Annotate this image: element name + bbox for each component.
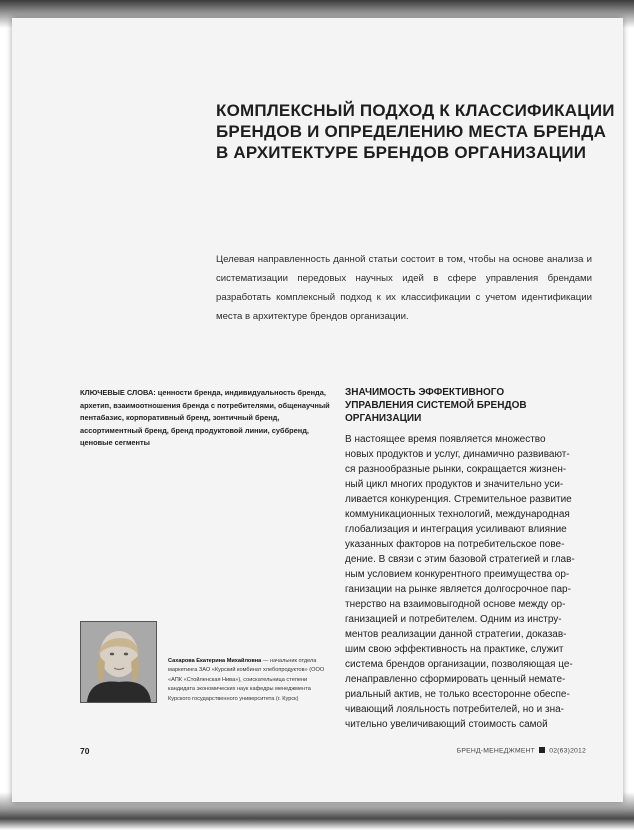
body-line: указанных факторов на потребительское пове- — [345, 539, 565, 550]
body-line: риальный актив, не только всесторонне обеспе- — [345, 689, 570, 700]
body-line: новых продуктов и услуг, динамично развивают- — [345, 449, 570, 460]
article-title — [216, 100, 615, 163]
title-line: В АРХИТЕКТУРЕ БРЕНДОВ ОРГАНИЗАЦИИ — [216, 143, 587, 162]
author-description: — начальник отдела маркетинга ЗАО «Курский комбинат хлебопродуктов» (ООО «АПК «Стойленская Нива»), соискательница степени кандидата экономических наук кафедры менеджмента Курского государственного университета (г. Курск) — [168, 657, 325, 702]
heading-line: ОРГАНИЗАЦИИ — [345, 413, 422, 425]
heading-line: УПРАВЛЕНИЯ СИСТЕМОЙ БРЕНДОВ — [345, 400, 527, 412]
body-line: чивающий лояльность потребителей, но и зна- — [345, 704, 564, 715]
article-lead: Целевая направленность данной статьи состоит в том, чтобы на основе анализа и систематизации передовых научных идей в сфере управления брендами разработать комплексный подход к их классификации с учетом идентификации места в архитектуре брендов организации. — [216, 253, 592, 322]
body-line: ганизацией и потребителем. Одним из инстру- — [345, 614, 562, 625]
keywords: КЛЮЧЕВЫЕ СЛОВА: ценности бренда, индивидуальность бренда, архетип, взаимоотношения бренда с потребителями, общенаучный пентабазис, корпоративный бренд, зонтичный бренд, ассортиментный бренд, бренд продуктовой линии, суббренд, ценовые сегменты — [80, 388, 330, 448]
body-line: система брендов организации, позволяющая це- — [345, 659, 573, 670]
journal-footer — [457, 747, 586, 755]
title-line: БРЕНДОВ И ОПРЕДЕЛЕНИЮ МЕСТА БРЕНДА — [216, 122, 607, 141]
body-line: глобализация и интеграция усиливают влияние — [345, 524, 567, 535]
body-line: коммуникационных технологий, международная — [345, 509, 570, 520]
body-line: тнерство на взаимовыгодной основе между ор- — [345, 599, 566, 610]
title-line: КОМПЛЕКСНЫЙ ПОДХОД К КЛАССИФИКАЦИИ — [216, 101, 615, 120]
body-line: В настоящее время появляется множество — [345, 434, 546, 445]
body-line: ным условием конкурентного преимущества ор- — [345, 569, 570, 580]
body-line: ный цикл многих продуктов и значительно уси- — [345, 479, 564, 490]
author-info — [168, 657, 333, 705]
body-line: дение. В связи с этим базовой стратегией и глав- — [345, 554, 575, 565]
section-heading — [345, 386, 575, 425]
page-number: 70 — [80, 746, 90, 756]
square-icon — [539, 747, 545, 753]
journal-name: БРЕНД-МЕНЕДЖМЕНТ — [456, 747, 536, 755]
body-line: чительно увеличивающий стоимость самой — [345, 719, 548, 730]
author-portrait — [81, 622, 156, 702]
body-line: ганизации на рынке является долгосрочное пар- — [345, 584, 571, 595]
body-line: шим свою эффективность на практике, служит — [345, 644, 564, 655]
body-text — [345, 432, 600, 732]
document-page — [12, 18, 623, 802]
issue-number: 02(63)2012 — [549, 747, 586, 755]
heading-line: ЗНАЧИМОСТЬ ЭФФЕКТИВНОГО — [345, 387, 505, 399]
body-line: ся разнообразные рынки, сокращается жизнен- — [345, 464, 567, 475]
author-photo — [80, 621, 157, 703]
body-line: ливается конкуренция. Стремительное развитие — [345, 494, 572, 505]
body-line: ленаправленно сформировать ценный немате- — [345, 674, 566, 685]
body-line: ментов реализации данной стратегии, доказав- — [345, 629, 567, 640]
author-name: Сахарова Екатерина Михайловна — [168, 657, 262, 664]
